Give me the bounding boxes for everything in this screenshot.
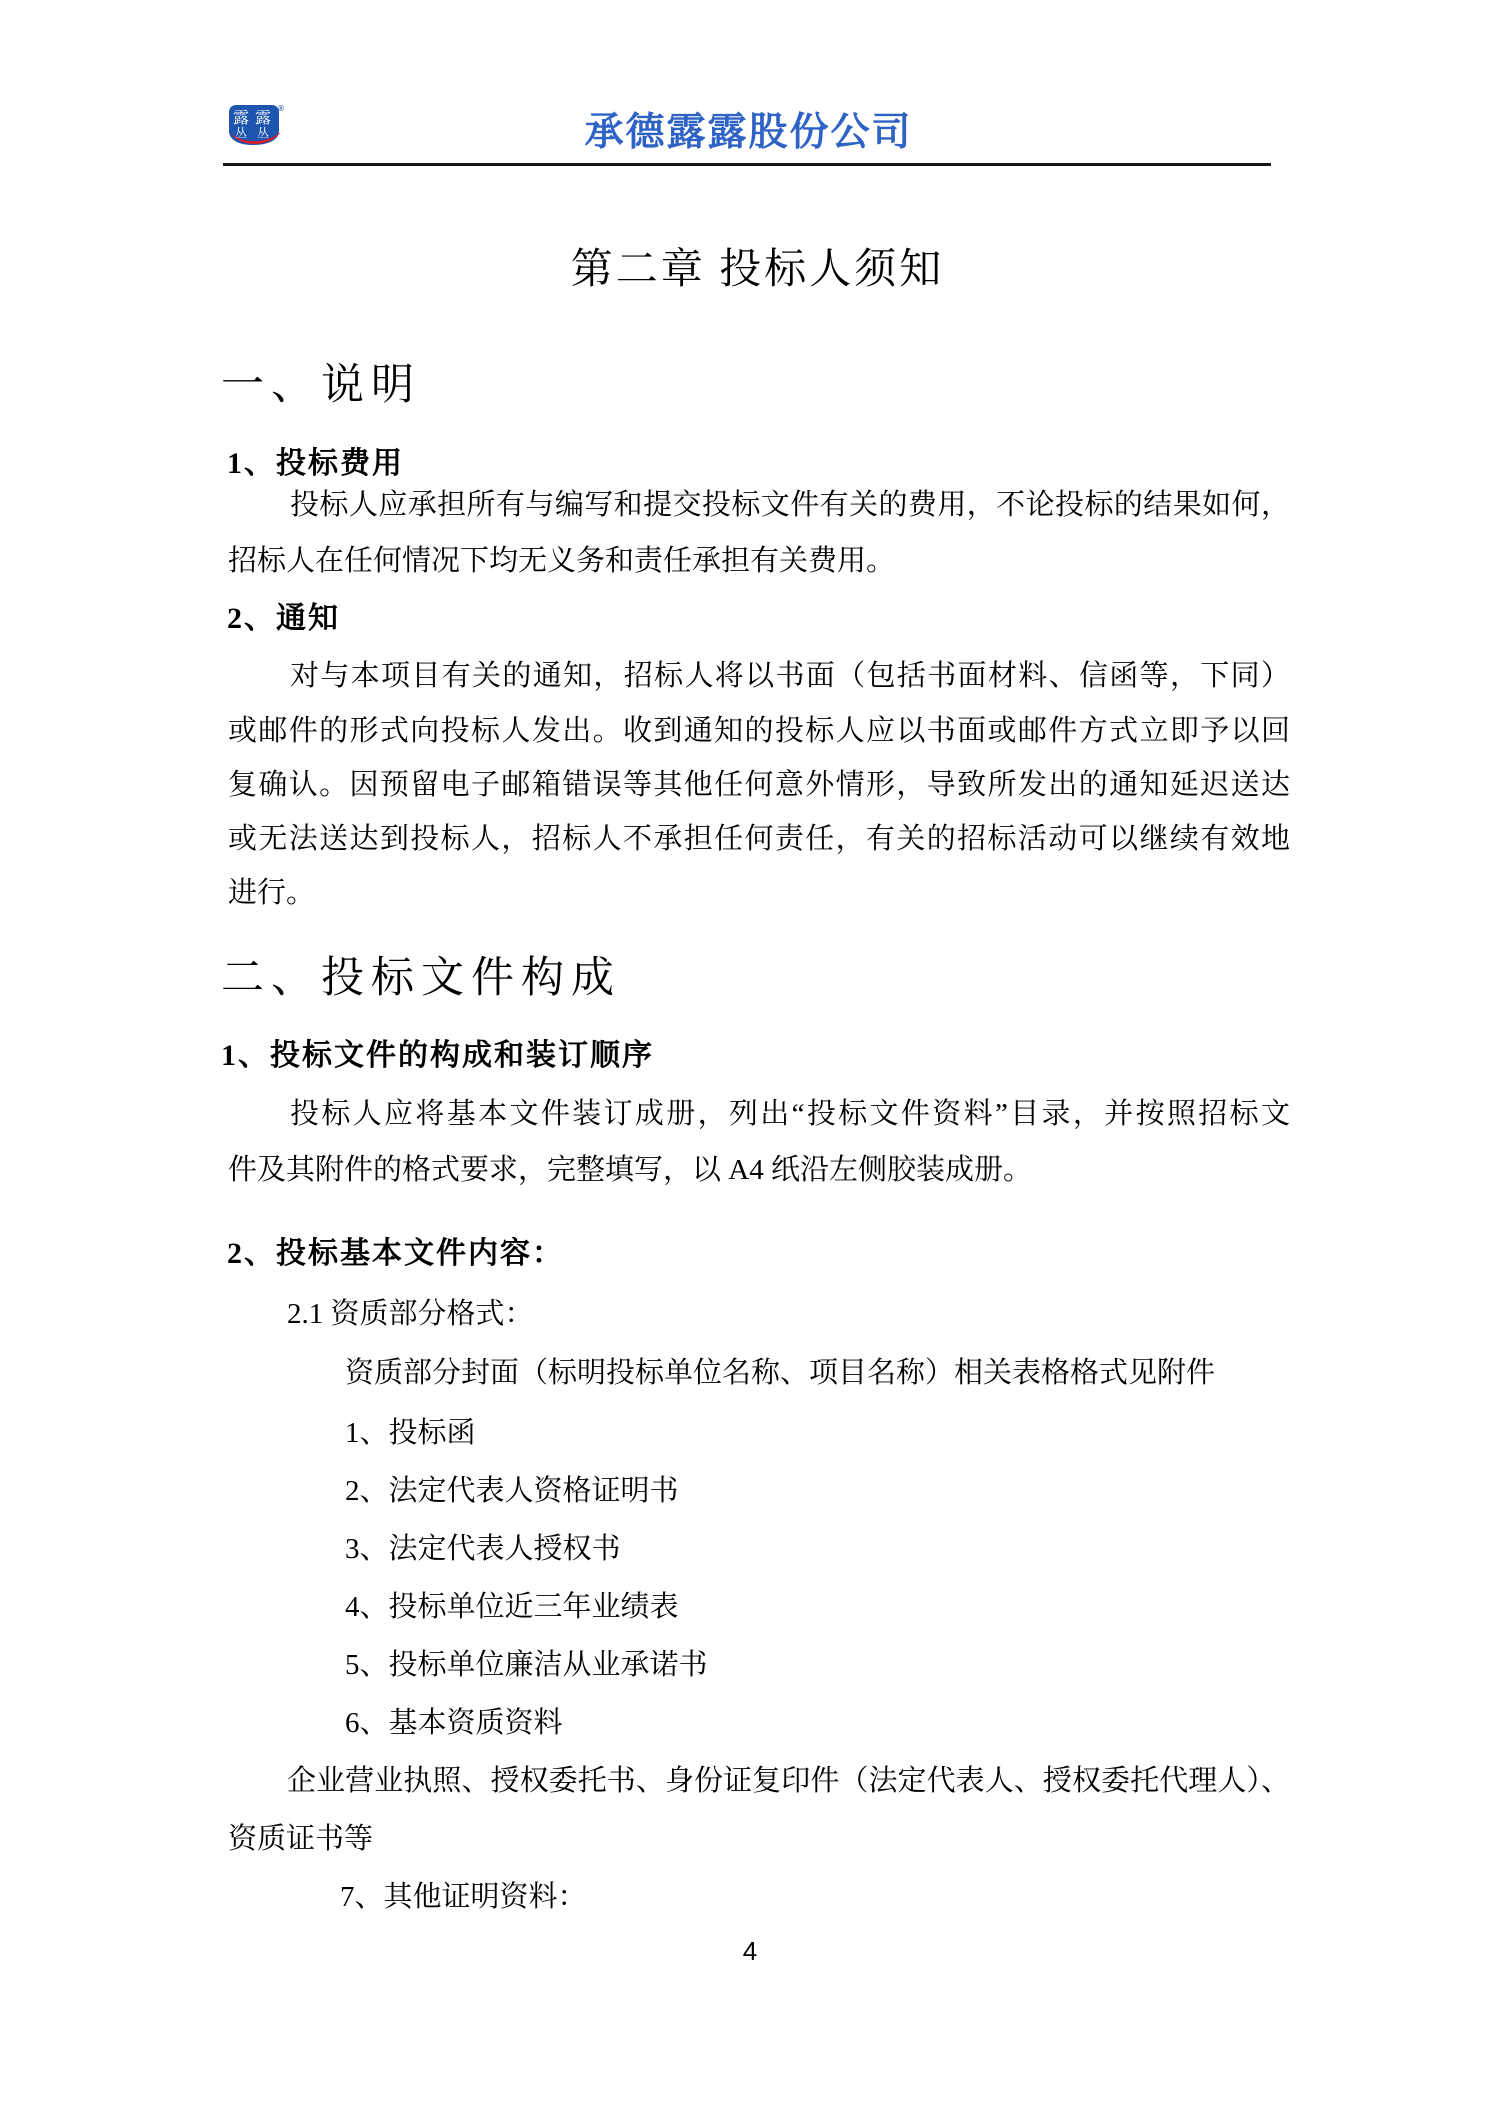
paragraph-line: 资质部分封面（标明投标单位名称、项目名称）相关表格格式见附件 (345, 1357, 1216, 1389)
paragraph-line: 投标人应承担所有与编写和提交投标文件有关的费用，不论投标的结果如何， (290, 489, 1290, 521)
list-item: 6、基本资质资料 (345, 1707, 563, 1739)
section2-item1-heading: 1、投标文件的构成和装订顺序 (221, 1039, 654, 1072)
paragraph-line: 复确认。因预留电子邮箱错误等其他任何意外情形，导致所发出的通知延迟送达 (228, 769, 1290, 801)
paragraph-line: 件及其附件的格式要求，完整填写，以 A4 纸沿左侧胶装成册。 (228, 1154, 1032, 1186)
svg-text:露: 露 (233, 108, 250, 127)
chapter-title: 第二章 投标人须知 (570, 247, 945, 293)
section1-item1-heading: 1、投标费用 (227, 447, 404, 480)
sub-heading: 2.1 资质部分格式： (287, 1298, 534, 1330)
list-item: 2、法定代表人资格证明书 (345, 1475, 679, 1507)
paragraph-line: 对与本项目有关的通知，招标人将以书面（包括书面材料、信函等，下同） (290, 660, 1290, 692)
svg-text:®: ® (277, 104, 285, 113)
paragraph-line: 或无法送达到投标人，招标人不承担任何责任，有关的招标活动可以继续有效地 (228, 823, 1290, 855)
paragraph-line: 企业营业执照、授权委托书、身份证复印件（法定代表人、授权委托代理人）、 (287, 1765, 1290, 1797)
paragraph-line: 或邮件的形式向投标人发出。收到通知的投标人应以书面或邮件方式立即予以回 (228, 715, 1290, 747)
svg-text:丛: 丛 (235, 126, 248, 140)
paragraph-line: 资质证书等 (228, 1823, 374, 1855)
svg-text:露: 露 (255, 108, 272, 127)
header-divider (223, 163, 1271, 166)
paragraph-line: 招标人在任何情况下均无义务和责任承担有关费用。 (228, 545, 896, 577)
paragraph-line: 投标人应将基本文件装订成册，列出“投标文件资料”目录，并按照招标文 (290, 1098, 1290, 1130)
list-item: 7、其他证明资料： (340, 1881, 587, 1913)
section2-heading: 二、投标文件构成 (221, 955, 621, 1002)
paragraph-line: 进行。 (228, 877, 316, 909)
section2-item2-heading: 2、投标基本文件内容： (227, 1237, 564, 1270)
list-item: 5、投标单位廉洁从业承诺书 (345, 1649, 708, 1681)
section1-heading: 一、说明 (221, 362, 421, 409)
page-number: 4 (742, 1936, 758, 1966)
list-item: 3、法定代表人授权书 (345, 1533, 621, 1565)
list-item: 4、投标单位近三年业绩表 (345, 1591, 679, 1623)
section1-item2-heading: 2、通知 (227, 602, 340, 635)
svg-text:丛: 丛 (257, 126, 270, 140)
list-item: 1、投标函 (345, 1417, 476, 1449)
company-name: 承德露露股份公司 (584, 111, 913, 154)
